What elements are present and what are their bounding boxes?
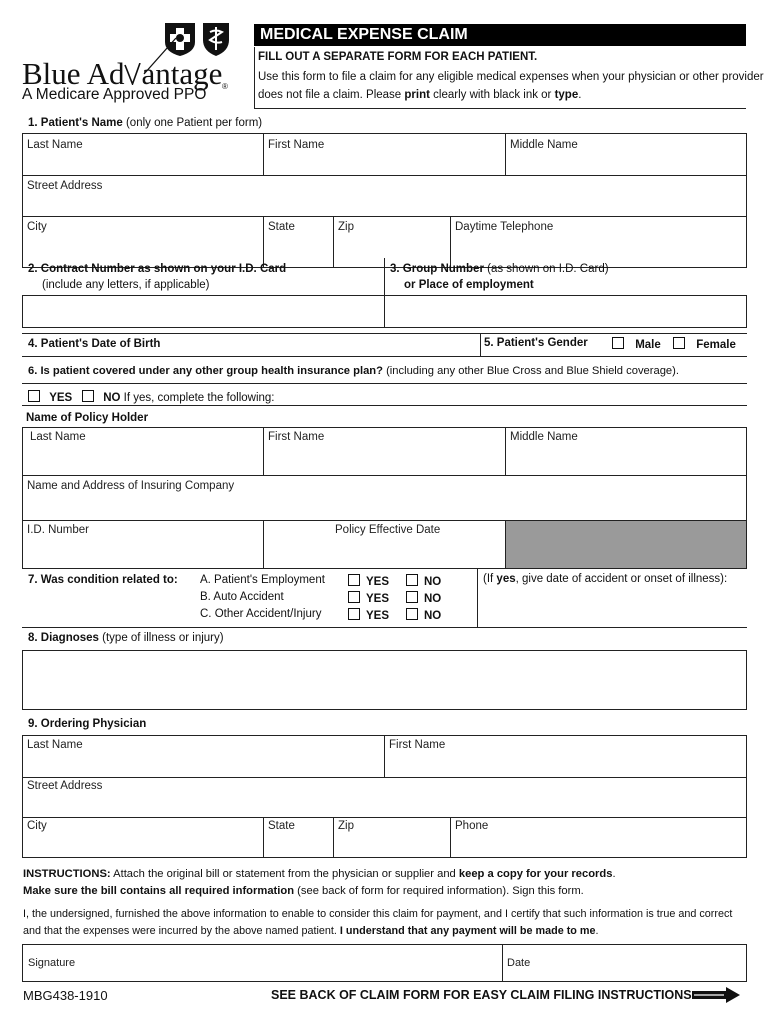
patient-phone-field[interactable]: Daytime Telephone bbox=[455, 221, 554, 233]
form-subtitle: FILL OUT A SEPARATE FORM FOR EACH PATIENT. bbox=[258, 51, 538, 63]
auto-no-checkbox[interactable] bbox=[406, 591, 418, 603]
condition-employment-label: A. Patient's Employment bbox=[200, 574, 325, 586]
yes-label: YES bbox=[366, 593, 390, 605]
brand-v-mark bbox=[124, 63, 141, 85]
patient-zip-field[interactable]: Zip bbox=[338, 221, 354, 233]
accident-date-field[interactable] bbox=[483, 590, 743, 624]
section-6-title: 6. Is patient covered under any other group health insurance plan? (including any other Blue Cross and Blue Shield coverage). bbox=[28, 365, 679, 377]
section-2-title: 2. Contract Number as shown on your I.D. Card bbox=[28, 263, 287, 275]
instructions: INSTRUCTIONS: Attach the original bill or statement from the physician or supplier and keep a copy for your records. Make sure the bill contains all required information (see back of form for required information). Sign this form. bbox=[23, 868, 616, 897]
section-5-title: 5. Patient's Gender bbox=[484, 337, 588, 349]
form-title: MEDICAL EXPENSE CLAIM bbox=[254, 24, 746, 46]
logo-tagline: A Medicare Approved PPO bbox=[22, 86, 207, 103]
physician-last-name-field[interactable]: Last Name bbox=[27, 739, 83, 751]
physician-city-field[interactable]: City bbox=[27, 820, 47, 832]
condition-auto-label: B. Auto Accident bbox=[200, 591, 284, 603]
shaded-area bbox=[505, 521, 746, 568]
section-3-line2: or Place of employment bbox=[404, 279, 534, 291]
back-of-form-note: SEE BACK OF CLAIM FORM FOR EASY CLAIM FILING INSTRUCTIONS bbox=[271, 988, 692, 1002]
physician-state-field[interactable]: State bbox=[268, 820, 295, 832]
holder-middle-name-field[interactable]: Middle Name bbox=[510, 431, 578, 443]
arrow-right-icon bbox=[690, 986, 742, 1004]
contract-number-field[interactable] bbox=[23, 296, 383, 327]
male-label: Male bbox=[635, 339, 661, 351]
auto-yes-checkbox[interactable] bbox=[348, 591, 360, 603]
physician-first-name-field[interactable]: First Name bbox=[389, 739, 446, 751]
other-coverage-no-checkbox[interactable] bbox=[82, 390, 94, 402]
no-label: NO bbox=[424, 576, 442, 588]
patient-state-field[interactable]: State bbox=[268, 221, 295, 233]
form-intro: Use this form to file a claim for any eligible medical expenses when your physician or other provider does not file a claim. Please print clearly with black ink or type. bbox=[258, 71, 764, 101]
signature-field[interactable]: Signature bbox=[28, 957, 76, 969]
birth-date-field[interactable] bbox=[170, 334, 475, 356]
date-field[interactable]: Date bbox=[507, 957, 531, 969]
other-coverage-no-label: NO bbox=[103, 392, 121, 404]
patient-middle-name-field[interactable]: Middle Name bbox=[510, 139, 578, 151]
insuring-company-field[interactable]: Name and Address of Insuring Company bbox=[27, 480, 235, 492]
other-coverage-yes-label: YES bbox=[49, 392, 73, 404]
patient-first-name-field[interactable]: First Name bbox=[268, 139, 325, 151]
section-9-title: 9. Ordering Physician bbox=[28, 718, 147, 730]
signature-box bbox=[22, 944, 747, 982]
physician-phone-field[interactable]: Phone bbox=[455, 820, 489, 832]
patient-last-name-field[interactable]: Last Name bbox=[27, 139, 83, 151]
diagnoses-field[interactable] bbox=[22, 650, 747, 710]
female-checkbox[interactable] bbox=[673, 337, 685, 349]
holder-first-name-field[interactable]: First Name bbox=[268, 431, 325, 443]
no-label: NO bbox=[424, 593, 442, 605]
section-1-box bbox=[22, 133, 747, 268]
logo bbox=[22, 20, 252, 110]
male-checkbox[interactable] bbox=[612, 337, 624, 349]
section-7-title: 7. Was condition related to: bbox=[28, 574, 178, 586]
other-no-checkbox[interactable] bbox=[406, 608, 418, 620]
patient-city-field[interactable]: City bbox=[27, 221, 47, 233]
yes-label: YES bbox=[366, 610, 390, 622]
form-code: MBG438-1910 bbox=[23, 988, 108, 1003]
accident-date-note: (If yes, give date of accident or onset of illness): bbox=[483, 573, 728, 585]
other-yes-checkbox[interactable] bbox=[348, 608, 360, 620]
certification: I, the undersigned, furnished the above information to enable to consider this claim for payment, and I certify that such information is true and correct and that the expenses were incurred by the above named patient. I understand that any payment will be made to me. bbox=[23, 908, 733, 937]
section-8-title: 8. Diagnoses (type of illness or injury) bbox=[28, 632, 224, 644]
yes-label: YES bbox=[366, 576, 390, 588]
section-3-title: 3. Group Number (as shown on I.D. Card) bbox=[390, 263, 609, 275]
section-4-title: 4. Patient's Date of Birth bbox=[28, 338, 161, 350]
policy-holder-title: Name of Policy Holder bbox=[26, 412, 149, 424]
holder-last-name-field[interactable]: Last Name bbox=[30, 431, 86, 443]
physician-zip-field[interactable]: Zip bbox=[338, 820, 354, 832]
section-2-note: (include any letters, if applicable) bbox=[42, 279, 210, 291]
employment-no-checkbox[interactable] bbox=[406, 574, 418, 586]
brand-name-part1: Blue Ad bbox=[22, 56, 125, 91]
registered-mark: ® bbox=[222, 82, 228, 91]
no-label: NO bbox=[424, 610, 442, 622]
employment-yes-checkbox[interactable] bbox=[348, 574, 360, 586]
blue-shield-icon bbox=[200, 20, 232, 58]
policy-effective-date-field[interactable]: Policy Effective Date bbox=[335, 524, 441, 536]
section-1-title: 1. Patient's Name (only one Patient per form) bbox=[28, 117, 263, 129]
policy-id-field[interactable]: I.D. Number bbox=[27, 524, 89, 536]
condition-other-label: C. Other Accident/Injury bbox=[200, 608, 322, 620]
if-yes-note: If yes, complete the following: bbox=[120, 392, 275, 404]
female-label: Female bbox=[696, 339, 736, 351]
patient-street-field[interactable]: Street Address bbox=[27, 180, 103, 192]
brand-name-part2: antage bbox=[141, 56, 223, 91]
group-number-field[interactable] bbox=[386, 296, 746, 327]
physician-street-field[interactable]: Street Address bbox=[27, 780, 103, 792]
other-coverage-yes-checkbox[interactable] bbox=[28, 390, 40, 402]
